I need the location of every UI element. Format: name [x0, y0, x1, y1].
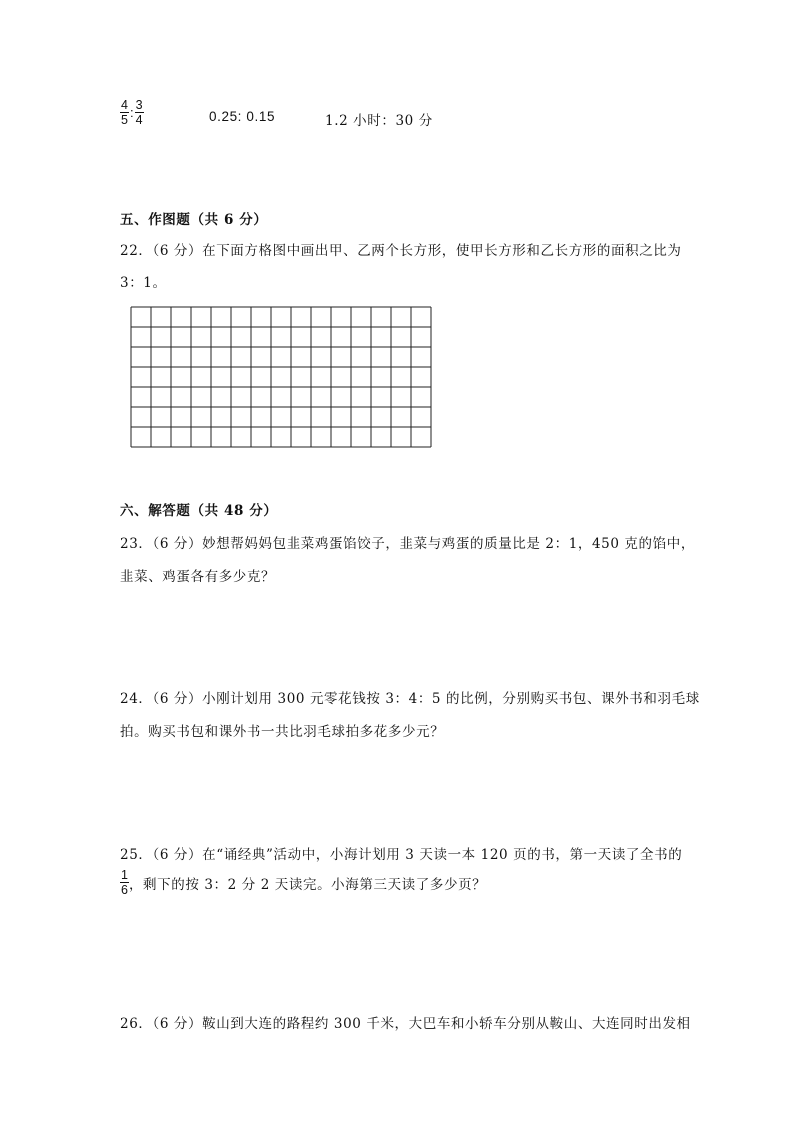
- ratio-separator: :: [129, 105, 134, 121]
- fraction-numerator: 3: [135, 98, 143, 112]
- fraction-4-5: [120, 98, 129, 128]
- question-25-line-1: 25．（6 分）在“诵经典”活动中，小海计划用 3 天读一本 120 页的书，第一天读了全书的: [120, 847, 683, 863]
- question-22-line-1: 22．（6 分）在下面方格图中画出甲、乙两个长方形，使甲长方形和乙长方形的面积之比为: [120, 243, 682, 259]
- fraction-3-4: [135, 98, 144, 128]
- question-23-line-2: 韭菜、鸡蛋各有多少克？: [120, 569, 276, 585]
- question-24-line-2: 拍。购买书包和课外书一共比羽毛球拍多花多少元？: [120, 724, 445, 740]
- fraction-1-6: [120, 868, 129, 898]
- question-26-line-1: 26．（6 分）鞍山到大连的路程约 300 千米，大巴车和小轿车分别从鞍山、大连同时出发相: [120, 1016, 691, 1032]
- fraction-denominator: 5: [121, 113, 128, 128]
- section-6-title: 六、解答题（共 48 分）: [120, 503, 278, 519]
- fraction-denominator: 4: [135, 113, 143, 128]
- ratio-expression-2: 0.25: 0.15: [209, 109, 276, 124]
- fraction-numerator: 1: [121, 868, 128, 882]
- question-25-line-2: [120, 868, 486, 898]
- section-5-title: 五、作图题（共 6 分）: [120, 212, 268, 228]
- question-23-line-1: 23．（6 分）妙想帮妈妈包韭菜鸡蛋馅饺子，韭菜与鸡蛋的质量比是 2：1，450 克的馅中，: [120, 536, 695, 552]
- question-22-line-2: 3：1。: [120, 275, 167, 291]
- ratio-expression-1: [120, 98, 144, 128]
- drawing-grid[interactable]: [130, 306, 432, 448]
- question-24-line-1: 24．（6 分）小刚计划用 300 元零花钱按 3：4：5 的比例，分别购买书包、课外书和羽毛球: [120, 691, 700, 707]
- question-25-line-2-text: ，剩下的按 3：2 分 2 天读完。小海第三天读了多少页？: [128, 876, 487, 893]
- fraction-denominator: 6: [121, 883, 128, 898]
- fraction-numerator: 4: [121, 98, 128, 112]
- ratio-expression-3: 1.2 小时：30 分: [325, 113, 433, 129]
